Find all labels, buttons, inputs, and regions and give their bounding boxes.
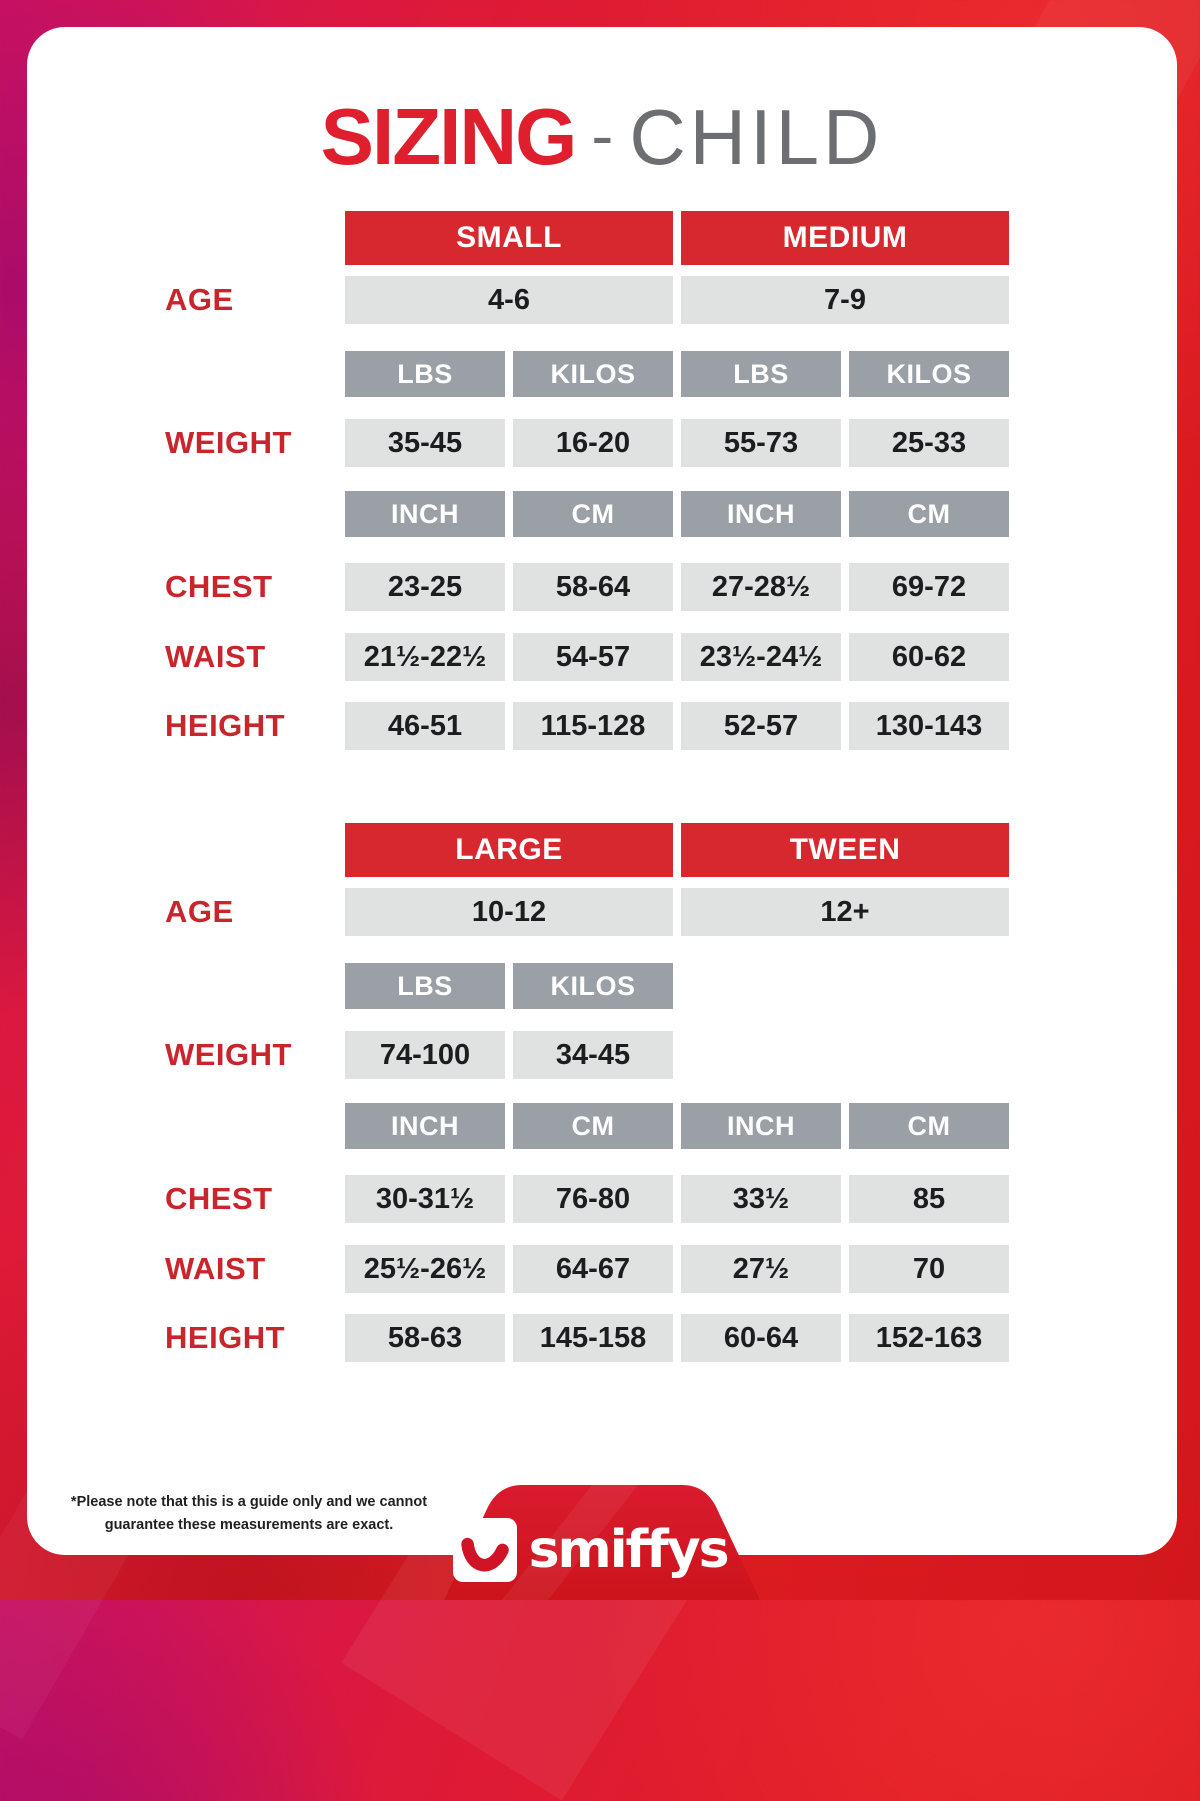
size-header-cell: MEDIUM	[681, 211, 1009, 265]
title-sizing: SIZING	[320, 92, 576, 181]
brand-text: smiffys	[528, 1520, 728, 1580]
row-label-height: HEIGHT	[165, 708, 286, 743]
size-table-small-medium	[27, 211, 1177, 750]
table-cell: 30-31½	[345, 1175, 505, 1223]
table-cell: 46-51	[345, 702, 505, 750]
table-cell: 16-20	[513, 419, 673, 467]
disclaimer-line: guarantee these measurements are exact.	[104, 1517, 394, 1534]
row-label-waist: WAIST	[165, 1251, 266, 1286]
table-cell: 10-12	[345, 888, 673, 936]
table-cell: 23½-24½	[681, 633, 841, 681]
unit-header-cell: CM	[849, 1103, 1009, 1149]
table-cell: 7-9	[681, 276, 1009, 324]
size-header-cell: LARGE	[345, 823, 673, 877]
waist-row	[27, 633, 1177, 681]
row-label-weight: WEIGHT	[165, 1037, 292, 1072]
table-cell: 55-73	[681, 419, 841, 467]
row-label-chest: CHEST	[165, 1181, 273, 1216]
table-cell: 60-64	[681, 1314, 841, 1362]
page-title	[27, 89, 1177, 181]
weight-row	[27, 1031, 1177, 1079]
brand-wordmark	[528, 1520, 752, 1580]
row-label-age: AGE	[165, 894, 234, 929]
table-cell: 70	[849, 1245, 1009, 1293]
unit-header-cell: CM	[849, 491, 1009, 537]
unit-header-cell: INCH	[345, 1103, 505, 1149]
size-table-large-tween	[27, 823, 1177, 1362]
row-label-height: HEIGHT	[165, 1320, 286, 1355]
brand-logo-tab	[442, 1485, 762, 1600]
unit-header-cell: KILOS	[513, 963, 673, 1009]
table-cell: 152-163	[849, 1314, 1009, 1362]
table-cell: 33½	[681, 1175, 841, 1223]
brand-logo	[442, 1485, 762, 1600]
table-cell: 21½-22½	[345, 633, 505, 681]
table-cell: 69-72	[849, 563, 1009, 611]
measure-units-row	[27, 1103, 1177, 1149]
disclaimer-note	[47, 1491, 451, 1537]
unit-header-cell: LBS	[345, 963, 505, 1009]
unit-header-cell: KILOS	[849, 351, 1009, 397]
unit-header-cell: INCH	[345, 491, 505, 537]
waist-row	[27, 1245, 1177, 1293]
age-row	[27, 276, 1177, 324]
table-cell: 23-25	[345, 563, 505, 611]
table-cell: 145-158	[513, 1314, 673, 1362]
table-cell: 34-45	[513, 1031, 673, 1079]
weight-row	[27, 419, 1177, 467]
table-cell: 27½	[681, 1245, 841, 1293]
size-header-cell: SMALL	[345, 211, 673, 265]
row-label-age: AGE	[165, 282, 234, 317]
unit-header-cell: LBS	[681, 351, 841, 397]
unit-header-cell: INCH	[681, 491, 841, 537]
table-cell: 74-100	[345, 1031, 505, 1079]
row-label-chest: CHEST	[165, 569, 273, 604]
table-cell: 115-128	[513, 702, 673, 750]
table-cell: 25-33	[849, 419, 1009, 467]
size-header-row	[27, 823, 1177, 877]
table-cell: 76-80	[513, 1175, 673, 1223]
trademark-symbol: TM	[729, 1522, 752, 1537]
height-row	[27, 1314, 1177, 1362]
table-cell: 58-63	[345, 1314, 505, 1362]
measure-units-row	[27, 491, 1177, 537]
table-cell: 85	[849, 1175, 1009, 1223]
table-cell: 25½-26½	[345, 1245, 505, 1293]
row-label-weight: WEIGHT	[165, 425, 292, 460]
age-row	[27, 888, 1177, 936]
table-cell: 58-64	[513, 563, 673, 611]
height-row	[27, 702, 1177, 750]
table-cell: 52-57	[681, 702, 841, 750]
weight-units-row	[27, 351, 1177, 397]
unit-header-cell: CM	[513, 1103, 673, 1149]
table-cell: 64-67	[513, 1245, 673, 1293]
row-label-waist: WAIST	[165, 639, 266, 674]
table-cell: 4-6	[345, 276, 673, 324]
table-cell: 12+	[681, 888, 1009, 936]
smiffys-smile-icon	[453, 1518, 517, 1582]
table-cell: 54-57	[513, 633, 673, 681]
table-cell: 60-62	[849, 633, 1009, 681]
disclaimer-line: *Please note that this is a guide only and we cannot	[70, 1494, 428, 1510]
unit-header-cell: KILOS	[513, 351, 673, 397]
title-dash: -	[591, 98, 614, 172]
content-card	[27, 27, 1177, 1555]
unit-header-cell: INCH	[681, 1103, 841, 1149]
chest-row	[27, 1175, 1177, 1223]
title-child: CHILD	[629, 93, 884, 181]
size-header-cell: TWEEN	[681, 823, 1009, 877]
chest-row	[27, 563, 1177, 611]
table-cell: 130-143	[849, 702, 1009, 750]
weight-units-row	[27, 963, 1177, 1009]
unit-header-cell: LBS	[345, 351, 505, 397]
size-header-row	[27, 211, 1177, 265]
unit-header-cell: CM	[513, 491, 673, 537]
table-cell: 35-45	[345, 419, 505, 467]
table-cell: 27-28½	[681, 563, 841, 611]
